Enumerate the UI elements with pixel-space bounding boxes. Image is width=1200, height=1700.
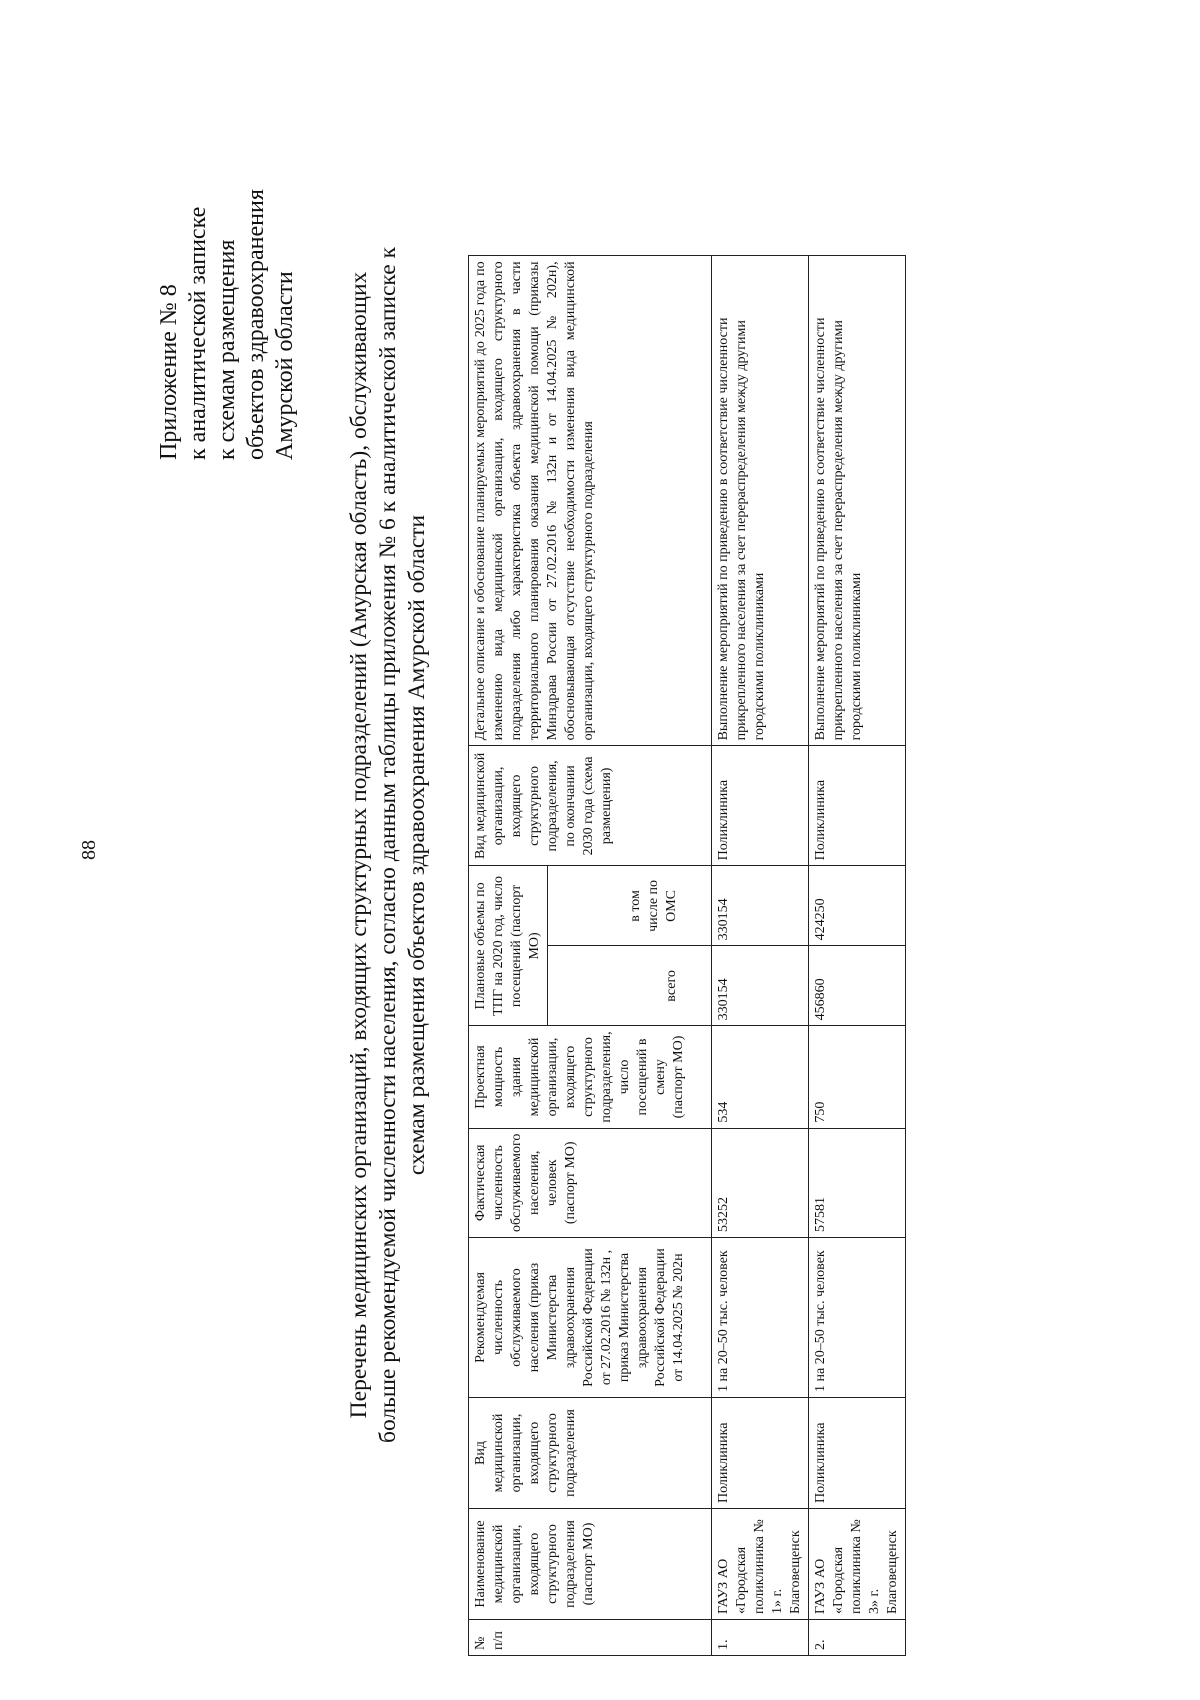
cell-num: 1. [712, 1620, 809, 1656]
appendix-line: к схемам размещения [214, 239, 240, 460]
header-capacity: Проектная мощность здания медицинской организации, входящего структурного подразделения, число посещений в смену (паспорт МО) [469, 1026, 712, 1128]
document-title [345, 160, 432, 1530]
header-recommended: Рекомендуемая численность обслуживаемого населения (приказ Министерства здравоохранения Российской Федерации от 27.02.2016 № 132н , приказ Министерства здравоохранения Российской Федерации от 14.04.2025 № 202н [469, 1238, 712, 1398]
title-line: схемам размещения объектов здравоохранения Амурской области [404, 514, 430, 1176]
cell-name: ГАУЗ АО «Городская поликлиника № 3» г. Благовещенск [809, 1509, 906, 1620]
title-line: Перечень медицинских организаций, входящих структурных подразделений (Амурская область), обслуживающих [346, 271, 372, 1419]
cell-recommended: 1 на 20–50 тыс. человек [809, 1238, 906, 1398]
appendix-line: Амурской области [272, 271, 298, 460]
table-row [809, 256, 906, 1656]
header-planned-oms: в том числе по ОМС [548, 866, 712, 946]
cell-actual: 57581 [809, 1128, 906, 1237]
cell-planned-total: 456860 [809, 946, 906, 1026]
cell-description: Выполнение мероприятий по приведению в соответствие численности прикрепленного населения за счет перераспределения между другими городскими поликлиниками [809, 256, 906, 746]
page-number: 88 [78, 840, 100, 860]
appendix-line: объектов здравоохранения [243, 189, 269, 460]
cell-type: Поликлиника [809, 1398, 906, 1509]
cell-planned-oms: 424250 [809, 866, 906, 946]
cell-capacity: 750 [809, 1026, 906, 1128]
cell-type-2030: Поликлиника [712, 746, 809, 866]
title-line: больше рекомендуемой численности населения, согласно данным таблицы приложения № 6 к аналитической записке к [375, 247, 401, 1443]
appendix-caption [155, 40, 300, 460]
cell-type: Поликлиника [712, 1398, 809, 1509]
cell-name: ГАУЗ АО «Городская поликлиника № 1» г. Благовещенск [712, 1509, 809, 1620]
cell-capacity: 534 [712, 1026, 809, 1128]
header-description: Детальное описание и обоснование планируемых мероприятий до 2025 года по изменению вида медицинской организации, входящего структурного подразделения либо характеристика объекта здравоохранения в части территориального планирования оказания медицинской помощи (приказы Минздрава России от 27.02.2016 № 132н и от 14.04.2025 № 202н), обосновывающая отсутствие необходимости изменения вида медицинской организации, входящего структурного подразделения [469, 256, 712, 746]
organizations-table [468, 255, 906, 1656]
header-actual: Фактическая численность обслуживаемого населения, человек (паспорт МО) [469, 1128, 712, 1237]
cell-description: Выполнение мероприятий по приведению в соответствие численности прикрепленного населения за счет перераспределения между другими городскими поликлиниками [712, 256, 809, 746]
appendix-line: к аналитической записке [185, 206, 211, 460]
cell-planned-total: 330154 [712, 946, 809, 1026]
header-num: № п/п [469, 1620, 712, 1656]
cell-type-2030: Поликлиника [809, 746, 906, 866]
header-name: Наименование медицинской организации, входящего структурного подразделения (паспорт МО) [469, 1509, 712, 1620]
header-type: Вид медицинской организации, входящего структурного подразделения [469, 1398, 712, 1509]
cell-recommended: 1 на 20–50 тыс. человек [712, 1238, 809, 1398]
header-planned: Плановые объемы по ТПГ на 2020 год, число посещений (паспорт МО) [469, 866, 548, 1026]
appendix-line: Приложение № 8 [156, 284, 182, 460]
cell-planned-oms: 330154 [712, 866, 809, 946]
table-row [712, 256, 809, 1656]
cell-num: 2. [809, 1620, 906, 1656]
header-type-2030: Вид медицинской организации, входящего структурного подразделения, по окончании 2030 года (схема размещения) [469, 746, 712, 866]
header-planned-total: всего [548, 946, 712, 1026]
cell-actual: 53252 [712, 1128, 809, 1237]
table-header-row [469, 256, 548, 1656]
